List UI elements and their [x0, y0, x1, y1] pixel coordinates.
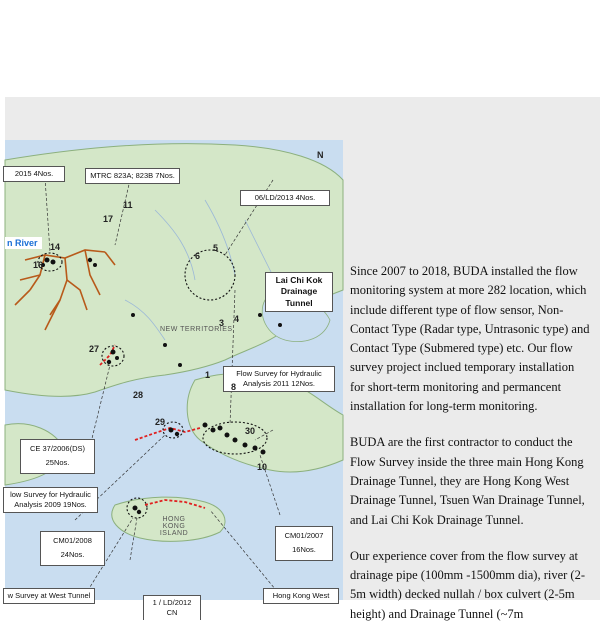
point-number: 6	[195, 251, 201, 261]
point-number: 4	[234, 314, 240, 324]
callout-lai-chi-kok: Lai Chi Kok Drainage Tunnel	[265, 272, 333, 312]
point-number: 27	[89, 344, 100, 354]
point-number: 16	[33, 260, 44, 270]
point-number: 5	[213, 243, 219, 253]
callout-cm01-2007	[275, 526, 333, 561]
point-number: 28	[133, 390, 144, 400]
callout-flow-survey-2009: low Survey for Hydraulic Analysis 2009 19Nos.	[3, 487, 98, 513]
callout-ce37-line1: CE 37/2006(DS)	[29, 444, 86, 453]
north-arrow: N	[317, 150, 324, 160]
article-paragraph-1: Since 2007 to 2018, BUDA installed the flow monitoring system at more 282 location, which include different type of flow sensor, Non-Contact Type (Radar type, Untrasonic type) and Contact Type (Submered type) etc. Our flow survey project inclued temporary installation for short-term monitoring and permancent installation for long-term monitoring.	[350, 264, 590, 414]
callout-top-left: 2015 4Nos.	[3, 166, 65, 182]
callout-06-ld-2013: 06/LD/2013 4Nos.	[240, 190, 330, 206]
callout-hong-kong-west: Hong Kong West	[263, 588, 339, 604]
callout-cm01-2008-line1: CM01/2008	[53, 536, 92, 545]
flow-survey-map	[5, 140, 343, 618]
point-number: 17	[103, 214, 114, 224]
river-label: n River	[5, 237, 42, 249]
point-number: 14	[50, 242, 61, 252]
callout-flow-survey-2011: Flow Survey for Hydraulic Analysis 2011 12Nos.	[223, 366, 335, 392]
point-number: 10	[257, 462, 268, 472]
article-paragraph-3: Our experience cover from the flow survey at drainage pipe (100mm -1500mm dia), river (2-5m width) decked nullah / box culvert (2-5m height) and Drainage Tunnel (~7m	[350, 548, 585, 621]
point-number: 11	[123, 200, 133, 210]
callout-ce37	[20, 439, 95, 474]
content-panel	[5, 97, 600, 621]
label-hk-island: HONG KONG ISLAND	[159, 516, 189, 537]
point-number: 1	[205, 370, 211, 380]
callout-bottom-partial: 1 / LD/2012 CN	[143, 595, 201, 620]
point-number: 8	[231, 382, 237, 392]
callout-ce37-line2: 25Nos.	[45, 458, 70, 468]
callout-mtrc: MTRC 823A; 823B 7Nos.	[85, 168, 180, 184]
point-number: 29	[155, 417, 166, 427]
point-number: 3	[219, 318, 225, 328]
callout-west-tunnel: w Survey at West Tunnel	[3, 588, 95, 604]
callout-cm01-2007-line2: 16Nos.	[292, 545, 316, 555]
article-text	[350, 262, 590, 641]
article-paragraph-2: BUDA are the first contractor to conduct the Flow Survey inside the three main Hong Kong Drainage Tunnel, they are Hong Kong West Drainage Tunnel, Tsuen Wan Drainage Tunnel, and Lai Chi Kok Drainage Tunnel.	[350, 435, 585, 527]
label-new-territories: NEW TERRITORIES	[160, 326, 233, 333]
callout-cm01-2008-line2: 24Nos.	[60, 550, 85, 560]
callout-cm01-2008	[40, 531, 105, 566]
callout-cm01-2007-line1: CM01/2007	[284, 531, 324, 540]
point-number: 30	[245, 426, 256, 436]
